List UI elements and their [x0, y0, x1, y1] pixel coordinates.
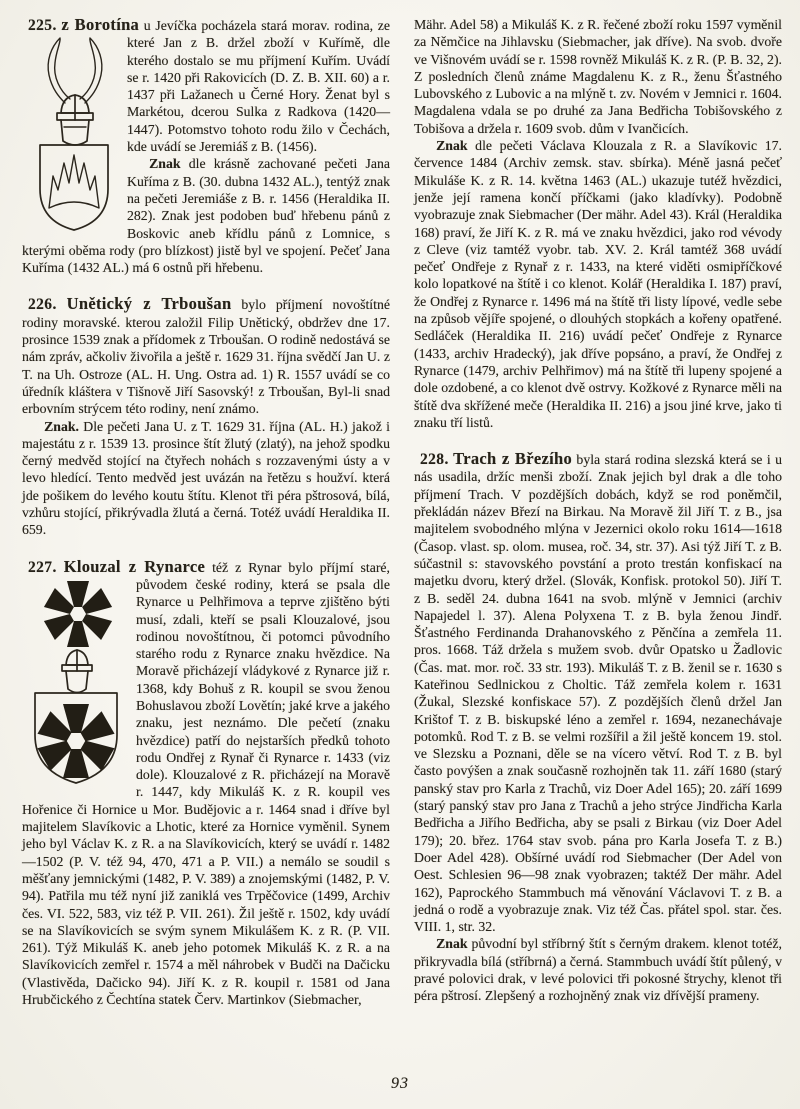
entry-title: z Borotína [61, 15, 140, 34]
great-helm-icon [57, 95, 93, 145]
entry-lead-rest: rodina, ze které Jan z B. držel zboží v Kuřímě, dle kterého dostalo se mu příjmení Kuřím. Uvádí se r. 1420 při Rakovicích (D. Z. B. XII. 60) a r. 1437 při Lažanech u Černé Hory. Ženat byl s Markétou, dcerou Sulka z Radkova (1420—1447). Potomstvo tohoto rodu žilo v Čechách, kde uvádí se Jeremiáš z B. (1456). [127, 18, 390, 155]
klouzal-znak-paragraph [414, 137, 782, 431]
shield-with-six-ray-star-icon [35, 693, 117, 783]
entry-title: Klouzal z Rynarce [63, 556, 206, 576]
entry-title: Trach z Březího [453, 449, 572, 469]
znak-label: Znak. [44, 418, 79, 434]
entry-title: Unětický z Trboušan [66, 294, 232, 314]
znak-text: dle krásně zachované pečeti Jana Kuříma z B. (30. dubna 1432 AL.), tentýž znak na pečeti Jeremiáše z B. r. 1456 (Heraldika II. 282). Znak jest podoben buď hřebenu pánů z Boskovic aneb křídlu pánů z Lomnice, s kterými oběma rody (pro blízkost) jistě byl ve spojení. Pečeť Jana Kuříma (1432 AL.) má 6 ostnů při hřebenu. [22, 156, 390, 276]
borotin-coat-of-arms-illustration [34, 37, 114, 233]
right-column [414, 16, 782, 1008]
six-ray-star-crest-icon [44, 581, 112, 647]
entry-227-klouzal [22, 558, 390, 1009]
entry-228-trach [414, 450, 782, 1005]
trach-znak-paragraph [414, 935, 782, 1004]
znak-text: původní byl stříbrný štít s černým drakem. klenot totéž, přikryvadla bílá (stříbrná) a černá. Stammbuch uvádí štít půlený, v pravé polovici drak, v levé polovici tři pokosné štrychy, klenot tři péra pštrosí. Zlepšený a rozhojněný znak viz dřívější prameny. [414, 936, 782, 1004]
entry-lead-intro: u Jevíčka pocházela stará morav. [143, 18, 330, 33]
entry-227-continuation [414, 16, 782, 431]
klouzal-coat-of-arms-illustration [28, 579, 124, 787]
entry-lead: byla stará rodina slezská která se i u nás usadila, držíc menši zboží. Znak jejich byl drak a dle toho příjmení Trach. V pozdějších dobách, když se rod poněmčil, překládán název Březí na Birkau. Na Moravě žil Jiří T. z B., jsa majitelem svobodného mlýna v Jezernici okolo roku 1614—1618 (Časop. vlast. sp. olom. musea, roč. 34, str. 37). Asi týž Jiří T. z B. súčastnil s: stavovského povstání a proto trestán konfiskací na majetku dvoru, který držel. (Slovák, Konfisk. protokol 50). Jiří T. z B. seděl 24. dubna 1641 na svob. mlýně v Jemnici (archiv Napajedel l. 37). Alena Polyxena T. z B. byla ženou Jindř. Šťastného Ferdinanda Drahanovského z Pěnčína a zemřela 11. pros. 1668. Táž držela s mužem svob. dvůr Opatsko u Žadlovic (Čas. mat. mor. roč. 33 str. 193). Mikuláš T. z B. ženil se r. 1630 s Kateřinou Sedlnickou z Choltic. Táž zemřela kolem r. 1631 (Žukal, Slezské konfiskace 57). Z pozdějších členů držel Jan Krištof T. z B. biskupské léno a zemřel r. 1694, nezanechávaje potomků. Rod T. z B. se velmi rozšířil a žil ještě koncem 19. stol. ve Slezsku a Poznani, děle se na vícero větví. Rod T. z B. byl často povýšen a znak současně rozhojněn tak 11. září 1680 (starý panský stav pro Karla z Trachů, viz Doer Adel 165); 20. září 1699 (starý panský stav pro Jana z Trachů a jeho strýce Jindřicha Karla Bedřicha a Jiřího Bedřicha, aby se psali z Birkau (viz Doer Adel 179); 20. břez. 1764 stav svob. pána pro Karla Josefa T. z B.) Doer Adel 428). Obšírné uvádí rod Siebmacher (Der Adel von Oest. Schlesien 96—98 znak vyobrazen; taktéž Der mähr. Adel 162), Paprockého Stammbuch má věnování Václavovi T. z B. a jedná o rodě a vyobrazuje znak. Viz též Čas. přátel spol. star. čes. VIII. 1, str. 32. [414, 452, 782, 935]
great-helm-icon [62, 650, 92, 693]
znak-label: Znak [436, 138, 468, 154]
znak-label: Znak [149, 156, 181, 172]
entry-number: 226. [28, 296, 57, 314]
left-column [22, 16, 390, 1008]
entry-226-uneticky [22, 295, 390, 538]
uneticky-znak-paragraph [22, 418, 390, 539]
entry-lead-rest: staré, původem české rodiny, která se psala dle Rynarce u Pelhřimova a teprve zjištěno býti musí, zdali, kteří se psali Klouzalové, jsou rodinou novoštítnou, či potomci původního starého rodu z Rynarce znaku hvězdice. Na Moravě přicházejí vládykové z Rynarce již r. 1368, kdy Bohuš z R. koupil se svou ženou Bohuslavou zboží Lovětín; jaké krve a jakého znaku, jest neznámo. Dle pečetí (znaku hvězdice) patří do nejstarších předků tohoto rodu Ondřej z Rynař či Rynarce r. 1433 (viz dole). Klouzalové z R. přicházejí na Moravě r. 1447, kdy Mikuláš K. z R. koupil ves Hořenice či Hornice u Mor. Budějovic a r. 1464 snad i dříve byl majitelem Slavíkovic a Lhotic, které za Hornice vyměnil. Synem jeho byl Václav K. z R. a na Slavíkovicích, který se uvádí r. 1482—1502 (P. V. též 94, 470, 471 a P. VII.) a nemálo se soudil s měšťany jemnickými (1482, P. V. 389) a znojemskými (1482, P. V. 94). Patřila mu též nyní již zaniklá ves Trpěčovice (1499, Archiv čes. VI. 522, 583, viz též P. VII. 261). Žil ještě r. 1502, kdy uvádí se na Slavíkovicích se svým synem Mikulášem K. z R. (P. VII. 261). Týž Mikuláš K. aneb jeho potomek Mikuláš K. z R. a na Slavíkovicích zemřel r. 1574 a měl náhrobek v Budči na Dačicku (Vlastivěda, Dačicko 94). Jiří K. z R. koupil r. 1581 od Jana Hrubčického z Čechtína statek Červ. Martinkov (Siebmacher, [22, 559, 390, 1008]
shield-with-comb-icon [40, 145, 108, 230]
page-number: 93 [391, 1075, 409, 1092]
entry-lead-continuation: Mähr. Adel 58) a Mikuláš K. z R. řečené zboží roku 1597 vyměnil za Němčice na Jihlavsku (Siebmacher, jak dříve). Na svob. dvoře ve Višnovém uvádí se r. 1598 rovněž Mikuláš K. z R. (P. B. 32, 2). Z posledních členů známe Magdalenu K. z R., ženu Šťastného Lubovského z Lubovic a na mlýně t. zv. Novém v Jemnici r. 1604. Magdalena vdala se po druhé za Jana Bedřicha Tobišovského z Tobišova a držela r. 1609 svob. dům v Ivančicích. [414, 17, 782, 136]
znak-text: Dle pečeti Jana U. z T. 1629 31. října (AL. H.) jakož i majestátu z r. 1539 13. prosince štít žlutý (zlatý), na jehož spodku černý medvěd stojící na čtyřech nohách s rozzavenými ústy a v levo hledící. Tento medvěd jest uvázán na řetězu s houžví. která jde pošikem do levého koutu štítu. Klenot tři péra pštrosová, bílá, vzhůru stojící, přikrývadla žlutá a černá. Totéž uvádí Heraldika II. 659. [22, 418, 390, 538]
znak-label: Znak [436, 936, 468, 952]
entry-number: 228. [420, 451, 449, 469]
entry-number: 227. [28, 558, 57, 576]
buffalo-horns-icon [48, 38, 102, 103]
entry-lead-intro: též z Rynar bylo příjmí [212, 559, 354, 575]
entry-225-borotin [22, 16, 390, 276]
znak-text: dle pečeti Václava Klouzala z R. a Slavíkovic 17. července 1484 (Archiv zemsk. stav. sbírka). Méně jasná pečeť Mikuláše K. z R. 14. května 1463 (AL.) ukazuje tutéž hvězdici, jenže její ramena končí příčkami (jako kladívky). Podobně vyobrazuje znak Siebmacher (Der mähr. Adel 43). Král (Heraldika 168) praví, že Jiří K. z R. má ve znaku hvězdici, jako rod vévody z Cleve (viz tamtéž vyobr. tab. XV. 2. Král tamtéž 368 uvádí pečeť Ondřeje z Rynař z r. 1433, na které viděti osmipříčkové kolo lopatkové na štítě i co klenot. Kolář (Heraldika I. 187) praví, že Ondřej z Rynarce r. 1496 má na štítě tři listy lípové, vedle sebe na způsob vějíře spojené, o dlouhých stopkách a kořeny opatřené. Sedláček (Heraldika II. 216) uvádí pečeť Ondřeje z Rynarce (1433, archiv Hradecký), jak dříve popsáno, a praví, že Ondřej z Rynarce (1479, archiv Pelhřimov) má na štítě tři lupeny spojené a dole ozdobené, a co klenot dvě ostrvy. Kožkové z Rynarce měli na štítě dva skřížené meče (Heraldika II. 216) a jsou jiné krve, jako ti znaku tří listů. [414, 138, 782, 430]
entry-number: 225. [28, 17, 57, 34]
entry-lead: bylo příjmení novoštítné rodiny moravské. kterou založil Filip Unětický, obdržev dne 17. prosince 1539 znak a přídomek z Trboušan. O rodině nedostává se nám zpráv, ačkoliv živořila a ještě r. 1629 31. října svědčí Jan U. z T. na Uh. Ostroze (AL. H. Ung. Ostra ad. 1) R. 1557 uvádí se co úředník kláštera v Tišnově Jiří Sasovský! z Trboušan, Byl-li snad erbovním strýcem této rodiny, není známo. [22, 297, 390, 417]
